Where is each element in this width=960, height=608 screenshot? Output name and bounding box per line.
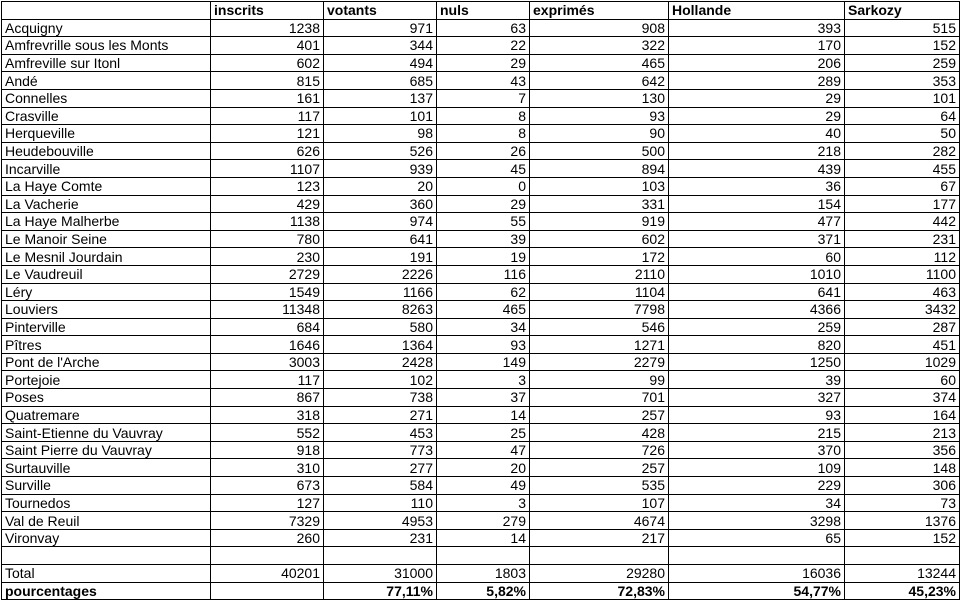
row-label-cell: Amfrevrille sous les Monts [2, 37, 211, 55]
value-cell: 34 [669, 494, 845, 512]
table-row [2, 37, 960, 55]
value-cell: 259 [669, 318, 845, 336]
value-cell: 642 [530, 72, 669, 90]
value-cell: 90 [530, 125, 669, 143]
value-cell: 318 [211, 406, 324, 424]
value-cell: 206 [669, 54, 845, 72]
value-cell: 107 [530, 494, 669, 512]
row-label-cell: Surtauville [2, 459, 211, 477]
value-cell: 1238 [211, 19, 324, 37]
value-cell: 172 [530, 248, 669, 266]
value-cell: 13244 [845, 565, 960, 583]
header-cell [2, 2, 211, 20]
value-cell: 1107 [211, 160, 324, 178]
value-cell [437, 547, 530, 565]
table-row [2, 72, 960, 90]
table-row [2, 529, 960, 547]
value-cell: 1029 [845, 353, 960, 371]
value-cell: 22 [437, 37, 530, 55]
value-cell: 231 [845, 230, 960, 248]
value-cell [211, 582, 324, 600]
value-cell: 60 [669, 248, 845, 266]
row-label-cell: Crasville [2, 107, 211, 125]
table-row [2, 177, 960, 195]
value-cell: 1100 [845, 265, 960, 283]
value-cell: 7 [437, 89, 530, 107]
row-label-cell: Léry [2, 283, 211, 301]
value-cell: 344 [324, 37, 437, 55]
value-cell: 154 [669, 195, 845, 213]
value-cell: 5,82% [437, 582, 530, 600]
value-cell: 393 [669, 19, 845, 37]
row-label-cell: Tournedos [2, 494, 211, 512]
table-row [2, 406, 960, 424]
value-cell: 117 [211, 107, 324, 125]
blank-row [2, 547, 960, 565]
value-cell: 1271 [530, 336, 669, 354]
header-cell: votants [324, 2, 437, 20]
value-cell: 820 [669, 336, 845, 354]
value-cell: 213 [845, 424, 960, 442]
value-cell: 20 [437, 459, 530, 477]
table-row [2, 441, 960, 459]
row-label-cell: La Vacherie [2, 195, 211, 213]
value-cell: 453 [324, 424, 437, 442]
value-cell: 217 [530, 529, 669, 547]
value-cell: 123 [211, 177, 324, 195]
value-cell: 20 [324, 177, 437, 195]
value-cell: 8263 [324, 301, 437, 319]
value-cell: 428 [530, 424, 669, 442]
value-cell: 45,23% [845, 582, 960, 600]
table-row [2, 248, 960, 266]
table-row [2, 283, 960, 301]
value-cell: 36 [669, 177, 845, 195]
table-row [2, 195, 960, 213]
value-cell: 684 [211, 318, 324, 336]
value-cell: 137 [324, 89, 437, 107]
value-cell: 257 [530, 459, 669, 477]
value-cell: 1010 [669, 265, 845, 283]
value-cell: 31000 [324, 565, 437, 583]
value-cell: 3 [437, 371, 530, 389]
value-cell: 401 [211, 37, 324, 55]
value-cell: 109 [669, 459, 845, 477]
header-cell: exprimés [530, 2, 669, 20]
value-cell: 103 [530, 177, 669, 195]
value-cell: 894 [530, 160, 669, 178]
row-label-cell: Total [2, 565, 211, 583]
table-row [2, 301, 960, 319]
value-cell: 626 [211, 142, 324, 160]
table-row [2, 477, 960, 495]
value-cell: 164 [845, 406, 960, 424]
row-label-cell: Incarville [2, 160, 211, 178]
value-cell: 170 [669, 37, 845, 55]
row-label-cell: Portejoie [2, 371, 211, 389]
value-cell: 45 [437, 160, 530, 178]
table-row [2, 125, 960, 143]
value-cell: 282 [845, 142, 960, 160]
value-cell: 2279 [530, 353, 669, 371]
row-label-cell: La Haye Malherbe [2, 213, 211, 231]
value-cell: 40201 [211, 565, 324, 583]
row-label-cell: Surville [2, 477, 211, 495]
value-cell: 279 [437, 512, 530, 530]
row-label-cell: La Haye Comte [2, 177, 211, 195]
value-cell: 494 [324, 54, 437, 72]
value-cell: 72,83% [530, 582, 669, 600]
row-label-cell: Val de Reuil [2, 512, 211, 530]
value-cell: 93 [530, 107, 669, 125]
value-cell: 919 [530, 213, 669, 231]
value-cell: 546 [530, 318, 669, 336]
value-cell: 584 [324, 477, 437, 495]
value-cell: 121 [211, 125, 324, 143]
value-cell: 117 [211, 371, 324, 389]
value-cell: 19 [437, 248, 530, 266]
value-cell: 1803 [437, 565, 530, 583]
value-cell: 477 [669, 213, 845, 231]
value-cell: 39 [669, 371, 845, 389]
value-cell: 98 [324, 125, 437, 143]
value-cell: 29280 [530, 565, 669, 583]
header-cell: Sarkozy [845, 2, 960, 20]
table-row [2, 19, 960, 37]
value-cell: 161 [211, 89, 324, 107]
value-cell: 177 [845, 195, 960, 213]
table-row [2, 512, 960, 530]
value-cell: 231 [324, 529, 437, 547]
row-label-cell: Pîtres [2, 336, 211, 354]
table-row [2, 265, 960, 283]
value-cell: 37 [437, 389, 530, 407]
value-cell: 257 [530, 406, 669, 424]
percentages-row [2, 582, 960, 600]
value-cell: 780 [211, 230, 324, 248]
value-cell: 260 [211, 529, 324, 547]
value-cell: 641 [669, 283, 845, 301]
value-cell: 229 [669, 477, 845, 495]
value-cell: 3298 [669, 512, 845, 530]
value-cell: 277 [324, 459, 437, 477]
value-cell: 360 [324, 195, 437, 213]
value-cell: 102 [324, 371, 437, 389]
value-cell: 465 [530, 54, 669, 72]
value-cell: 43 [437, 72, 530, 90]
value-cell: 580 [324, 318, 437, 336]
value-cell: 726 [530, 441, 669, 459]
value-cell: 2729 [211, 265, 324, 283]
table-row [2, 318, 960, 336]
value-cell: 465 [437, 301, 530, 319]
row-label-cell: Connelles [2, 89, 211, 107]
value-cell: 14 [437, 529, 530, 547]
value-cell: 7798 [530, 301, 669, 319]
value-cell: 11348 [211, 301, 324, 319]
value-cell: 93 [669, 406, 845, 424]
value-cell: 230 [211, 248, 324, 266]
value-cell: 218 [669, 142, 845, 160]
value-cell: 50 [845, 125, 960, 143]
value-cell: 1364 [324, 336, 437, 354]
value-cell: 673 [211, 477, 324, 495]
value-cell: 54,77% [669, 582, 845, 600]
table-row [2, 89, 960, 107]
row-label-cell: Pont de l'Arche [2, 353, 211, 371]
value-cell: 685 [324, 72, 437, 90]
value-cell: 14 [437, 406, 530, 424]
value-cell: 1250 [669, 353, 845, 371]
value-cell: 552 [211, 424, 324, 442]
row-label-cell: Saint-Etienne du Vauvray [2, 424, 211, 442]
header-cell: Hollande [669, 2, 845, 20]
value-cell: 526 [324, 142, 437, 160]
value-cell: 3 [437, 494, 530, 512]
row-label-cell: Le Manoir Seine [2, 230, 211, 248]
value-cell [530, 547, 669, 565]
value-cell: 16036 [669, 565, 845, 583]
value-cell: 327 [669, 389, 845, 407]
value-cell: 99 [530, 371, 669, 389]
value-cell: 191 [324, 248, 437, 266]
value-cell: 918 [211, 441, 324, 459]
value-cell: 101 [324, 107, 437, 125]
value-cell: 773 [324, 441, 437, 459]
value-cell: 1166 [324, 283, 437, 301]
row-label-cell: pourcentages [2, 582, 211, 600]
value-cell: 148 [845, 459, 960, 477]
value-cell: 289 [669, 72, 845, 90]
row-label-cell: Le Mesnil Jourdain [2, 248, 211, 266]
value-cell: 322 [530, 37, 669, 55]
value-cell: 49 [437, 477, 530, 495]
value-cell: 77,11% [324, 582, 437, 600]
value-cell: 26 [437, 142, 530, 160]
row-label-cell: Louviers [2, 301, 211, 319]
table-row [2, 230, 960, 248]
value-cell [669, 547, 845, 565]
value-cell: 515 [845, 19, 960, 37]
value-cell: 353 [845, 72, 960, 90]
value-cell: 1138 [211, 213, 324, 231]
value-cell: 455 [845, 160, 960, 178]
value-cell: 130 [530, 89, 669, 107]
value-cell: 701 [530, 389, 669, 407]
value-cell: 641 [324, 230, 437, 248]
value-cell: 67 [845, 177, 960, 195]
table-row [2, 459, 960, 477]
value-cell: 306 [845, 477, 960, 495]
value-cell: 1646 [211, 336, 324, 354]
value-cell: 7329 [211, 512, 324, 530]
table-row [2, 494, 960, 512]
value-cell: 2226 [324, 265, 437, 283]
value-cell: 0 [437, 177, 530, 195]
value-cell: 3432 [845, 301, 960, 319]
table-row [2, 371, 960, 389]
row-label-cell: Saint Pierre du Vauvray [2, 441, 211, 459]
header-cell: nuls [437, 2, 530, 20]
value-cell: 2110 [530, 265, 669, 283]
value-cell: 939 [324, 160, 437, 178]
value-cell: 370 [669, 441, 845, 459]
value-cell: 429 [211, 195, 324, 213]
value-cell: 39 [437, 230, 530, 248]
value-cell: 62 [437, 283, 530, 301]
value-cell: 8 [437, 125, 530, 143]
row-label-cell: Heudebouville [2, 142, 211, 160]
row-label-cell: Vironvay [2, 529, 211, 547]
value-cell: 4674 [530, 512, 669, 530]
table-row [2, 107, 960, 125]
value-cell: 25 [437, 424, 530, 442]
value-cell: 974 [324, 213, 437, 231]
value-cell: 259 [845, 54, 960, 72]
row-label-cell: Quatremare [2, 406, 211, 424]
value-cell: 63 [437, 19, 530, 37]
row-label-cell: Le Vaudreuil [2, 265, 211, 283]
value-cell: 64 [845, 107, 960, 125]
value-cell: 65 [669, 529, 845, 547]
value-cell: 60 [845, 371, 960, 389]
value-cell: 535 [530, 477, 669, 495]
header-cell: inscrits [211, 2, 324, 20]
value-cell: 29 [669, 107, 845, 125]
value-cell: 152 [845, 37, 960, 55]
value-cell [324, 547, 437, 565]
value-cell: 29 [669, 89, 845, 107]
value-cell: 815 [211, 72, 324, 90]
value-cell [845, 547, 960, 565]
value-cell: 40 [669, 125, 845, 143]
table-body [2, 19, 960, 600]
value-cell: 101 [845, 89, 960, 107]
value-cell: 439 [669, 160, 845, 178]
value-cell: 602 [530, 230, 669, 248]
value-cell: 602 [211, 54, 324, 72]
value-cell: 8 [437, 107, 530, 125]
value-cell: 867 [211, 389, 324, 407]
value-cell: 1376 [845, 512, 960, 530]
value-cell: 3003 [211, 353, 324, 371]
value-cell: 215 [669, 424, 845, 442]
value-cell [211, 547, 324, 565]
total-row [2, 565, 960, 583]
value-cell: 73 [845, 494, 960, 512]
value-cell: 127 [211, 494, 324, 512]
value-cell: 371 [669, 230, 845, 248]
row-label-cell: Amfreville sur Itonl [2, 54, 211, 72]
value-cell: 55 [437, 213, 530, 231]
table-row [2, 336, 960, 354]
value-cell: 149 [437, 353, 530, 371]
election-results-table [1, 1, 960, 600]
table-row [2, 213, 960, 231]
value-cell: 29 [437, 195, 530, 213]
value-cell: 287 [845, 318, 960, 336]
row-label-cell: Herqueville [2, 125, 211, 143]
value-cell: 34 [437, 318, 530, 336]
value-cell: 110 [324, 494, 437, 512]
value-cell: 152 [845, 529, 960, 547]
row-label-cell: Acquigny [2, 19, 211, 37]
value-cell: 738 [324, 389, 437, 407]
value-cell: 356 [845, 441, 960, 459]
value-cell: 451 [845, 336, 960, 354]
value-cell: 908 [530, 19, 669, 37]
value-cell: 331 [530, 195, 669, 213]
value-cell: 310 [211, 459, 324, 477]
value-cell: 463 [845, 283, 960, 301]
value-cell: 47 [437, 441, 530, 459]
row-label-cell: Andé [2, 72, 211, 90]
value-cell: 2428 [324, 353, 437, 371]
row-label-cell: Poses [2, 389, 211, 407]
value-cell: 4953 [324, 512, 437, 530]
value-cell: 1104 [530, 283, 669, 301]
value-cell: 971 [324, 19, 437, 37]
table-row [2, 389, 960, 407]
value-cell: 1549 [211, 283, 324, 301]
value-cell: 29 [437, 54, 530, 72]
value-cell: 374 [845, 389, 960, 407]
value-cell: 4366 [669, 301, 845, 319]
row-label-cell: Pinterville [2, 318, 211, 336]
value-cell: 93 [437, 336, 530, 354]
table-row [2, 424, 960, 442]
table-row [2, 54, 960, 72]
table-row [2, 160, 960, 178]
value-cell: 442 [845, 213, 960, 231]
table-row [2, 142, 960, 160]
table-row [2, 353, 960, 371]
row-label-cell [2, 547, 211, 565]
header-row [2, 2, 960, 20]
value-cell: 271 [324, 406, 437, 424]
value-cell: 500 [530, 142, 669, 160]
value-cell: 112 [845, 248, 960, 266]
value-cell: 116 [437, 265, 530, 283]
